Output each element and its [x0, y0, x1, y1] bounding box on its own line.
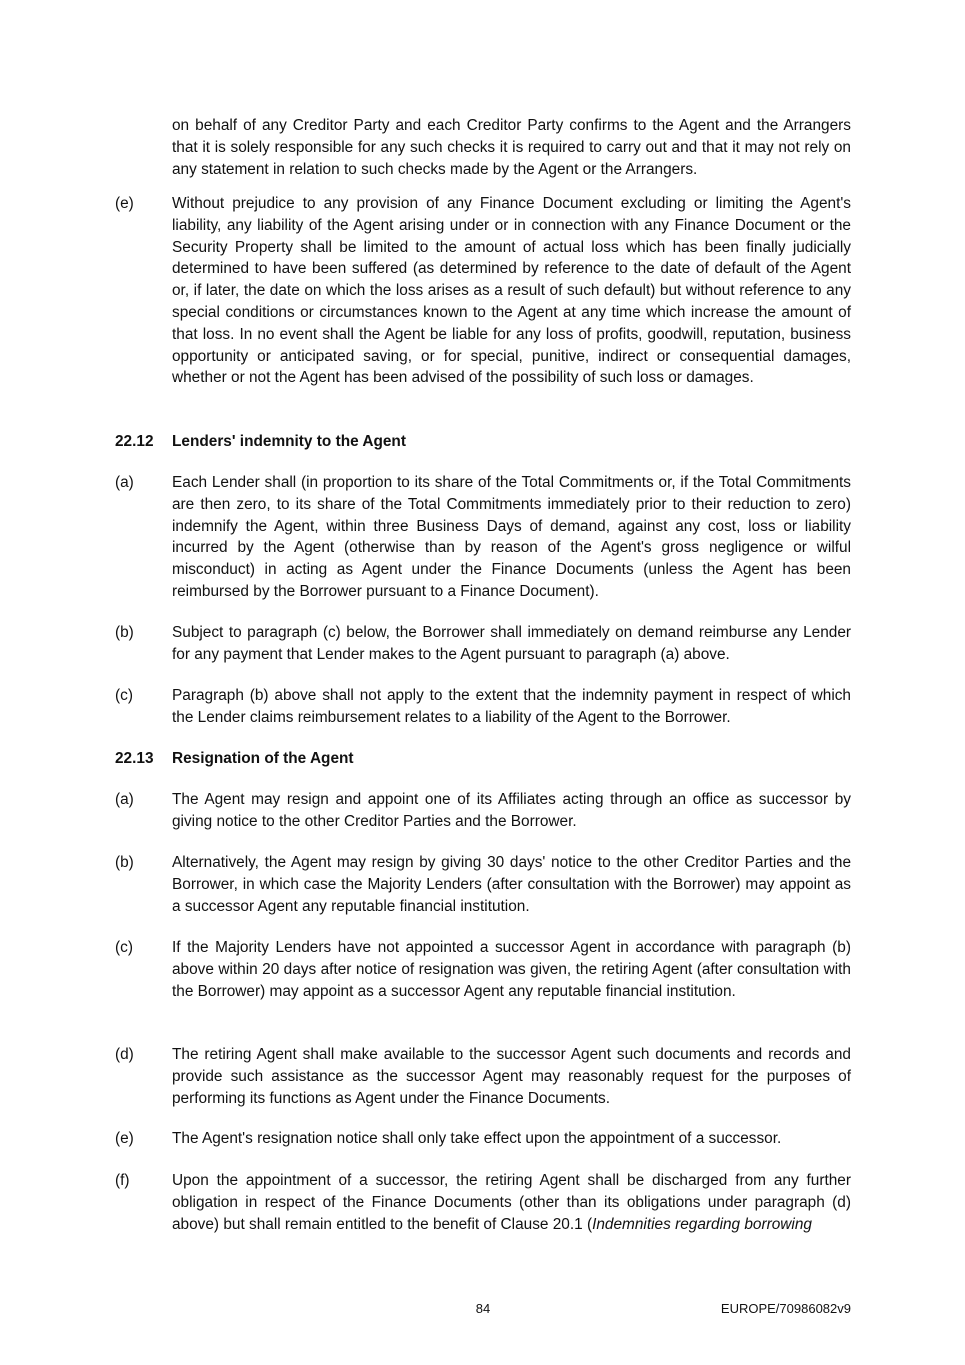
clause-22-13-paragraph-f	[115, 1170, 851, 1235]
page-number: 84	[475, 1301, 491, 1316]
paragraph-text: Alternatively, the Agent may resign by giving 30 days' notice to the other Creditor Parties and the Borrower, in which case the Majority Lenders (after consultation with the Borrower) may appoint as a successor Agent any reputable financial institution.	[172, 854, 851, 915]
clause-heading-22-12	[115, 431, 851, 453]
clause-heading-22-13	[115, 748, 851, 770]
clause-number: 22.12	[115, 433, 154, 450]
clause-title: Lenders' indemnity to the Agent	[172, 433, 406, 450]
paragraph-text: The retiring Agent shall make available to the successor Agent such documents and records and provide such assistance as the successor Agent may reasonably request for the purposes of performing its functions as Agent under the Finance Documents.	[172, 1046, 851, 1107]
paragraph-label: (e)	[115, 195, 134, 212]
paragraph-text: The Agent may resign and appoint one of its Affiliates acting through an office as successor by giving notice to the other Creditor Parties and the Borrower.	[172, 791, 851, 830]
continuation-text: on behalf of any Creditor Party and each Creditor Party confirms to the Agent and the Arrangers that it is solely responsible for any such checks it is required to carry out and that it may not rely on any statement in relation to such checks made by the Agent or the Arrangers.	[172, 117, 851, 178]
continuation-paragraph	[115, 115, 851, 180]
paragraph-label: (c)	[115, 687, 133, 704]
paragraph-text: Paragraph (b) above shall not apply to the extent that the indemnity payment in respect of which the Lender claims reimbursement relates to a liability of the Agent to the Borrower.	[172, 687, 851, 726]
clause-22-12-paragraph-a	[115, 472, 851, 603]
clause-22-13-paragraph-c	[115, 937, 851, 1002]
paragraph-text: Without prejudice to any provision of any Finance Document excluding or limiting the Agent's liability, any liability of the Agent arising under or in connection with any Finance Document or the Security Property shall be limited to the amount of actual loss which has been finally judicially determined to have been suffered (as determined by reference to the date of default of the Agent or, if later, the date on which the loss arises as a result of such default) but without reference to any special conditions or circumstances known to the Agent at any time which increase the amount of that loss. In no event shall the Agent be liable for any loss of profits, goodwill, reputation, business opportunity or anticipated saving, or for special, punitive, indirect or consequential damages, whether or not the Agent has been advised of the possibility of such loss or damages.	[172, 195, 851, 387]
paragraph-label: (f)	[115, 1172, 130, 1189]
paragraph-label: (c)	[115, 939, 133, 956]
clause-22-12-paragraph-c	[115, 685, 851, 729]
paragraph-label: (b)	[115, 854, 134, 871]
paragraph-text: Subject to paragraph (c) below, the Borrower shall immediately on demand reimburse any Lender for any payment that Lender makes to the Agent pursuant to paragraph (a) above.	[172, 624, 851, 663]
paragraph-text	[172, 1170, 851, 1235]
clause-22-12-paragraph-b	[115, 622, 851, 666]
paragraph-label: (e)	[115, 1130, 134, 1147]
paragraph-label: (a)	[115, 791, 134, 808]
clause-reference-italic: Indemnities regarding borrowing	[592, 1215, 812, 1233]
paragraph-label: (a)	[115, 474, 134, 491]
paragraph-text: Each Lender shall (in proportion to its share of the Total Commitments or, if the Total Commitments are then zero, to its share of the Total Commitments immediately prior to their reduction to zero) indemnify the Agent, within three Business Days of demand, against any cost, loss or liability incurred by the Agent (otherwise than by reason of the Agent's gross negligence or wilful misconduct) in acting as Agent under the Finance Documents (unless the Agent has been reimbursed by the Borrower pursuant to a Finance Document).	[172, 474, 851, 600]
clause-22-13-paragraph-a	[115, 789, 851, 833]
paragraph-text: If the Majority Lenders have not appointed a successor Agent in accordance with paragraph (b) above within 20 days after notice of resignation was given, the retiring Agent (after consultation with the Borrower) may appoint as a successor Agent any reputable financial institution.	[172, 939, 851, 1000]
paragraph-text-roman: Upon the appointment of a successor, the retiring Agent shall be discharged from any further obligation in respect of the Finance Documents (other than its obligations under paragraph (d) above) but shall remain entitled to the benefit of Clause 20.1 (	[172, 1172, 851, 1233]
document-reference: EUROPE/70986082v9	[720, 1301, 851, 1316]
clause-title: Resignation of the Agent	[172, 750, 354, 767]
clause-22-13-paragraph-d	[115, 1044, 851, 1109]
clause-number: 22.13	[115, 750, 154, 767]
paragraph-label: (d)	[115, 1046, 134, 1063]
paragraph-label: (b)	[115, 624, 134, 641]
paragraph-text: The Agent's resignation notice shall only take effect upon the appointment of a successor.	[172, 1130, 782, 1147]
clause-22-13-paragraph-b	[115, 852, 851, 917]
paragraph-e-liability	[115, 193, 851, 389]
clause-22-13-paragraph-e	[115, 1128, 851, 1150]
